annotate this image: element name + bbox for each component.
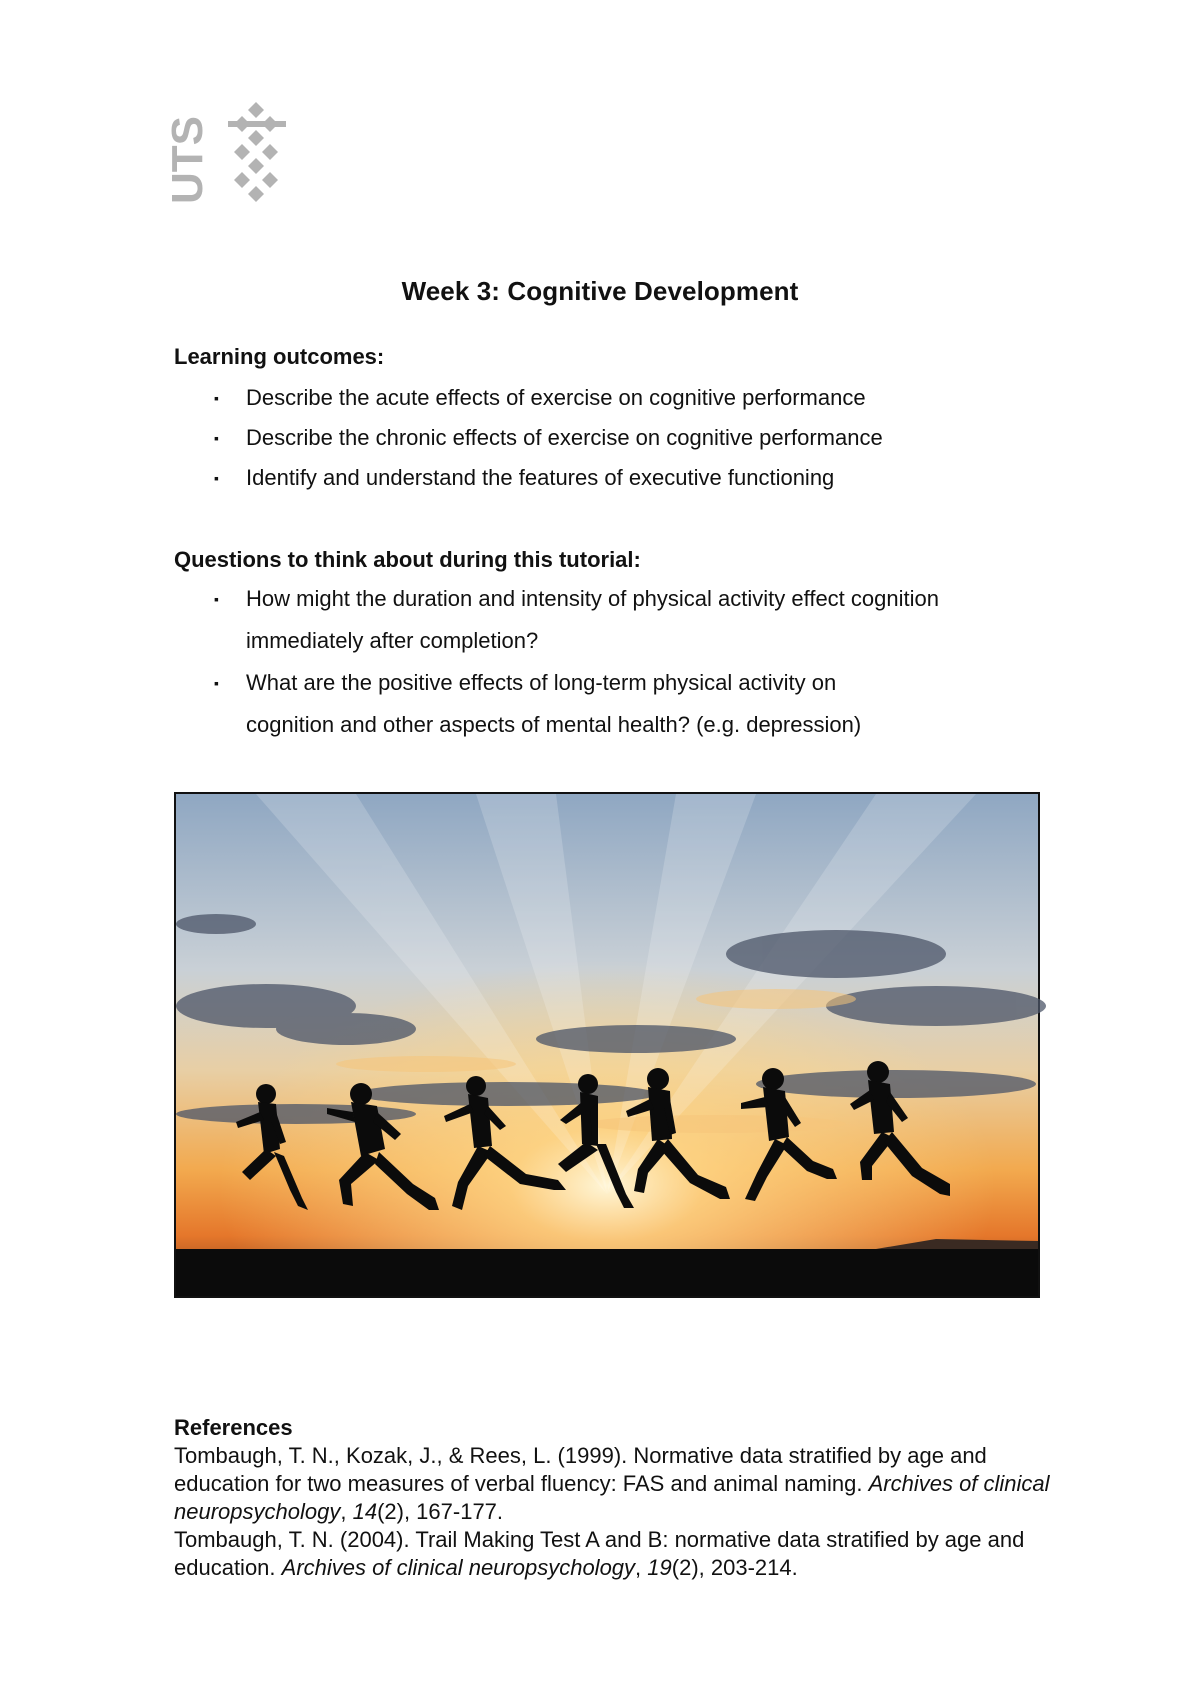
reference-pages: (2), 203-214. — [671, 1555, 798, 1580]
reference-authors: Tombaugh, T. N. (2004). Trail Making Test A and B: normative data stratified by age and education. — [174, 1527, 1025, 1580]
reference-volume: 19 — [647, 1555, 672, 1580]
bullet-icon: ▪ — [214, 430, 219, 446]
list-item — [174, 662, 939, 746]
list-item-text: Describe the acute effects of exercise on cognitive performance — [246, 385, 866, 410]
list-item — [174, 424, 883, 464]
list-item — [174, 578, 939, 662]
reference-separator: , — [340, 1499, 353, 1524]
references-heading: References — [174, 1415, 293, 1440]
reference-pages: (2), 167-177. — [377, 1499, 504, 1524]
questions-list — [174, 578, 939, 746]
reference-authors: Tombaugh, T. N., Kozak, J., & Rees, L. (1999). Normative data stratified by age and education for two measures of verbal fluency: FAS and animal naming. — [174, 1443, 987, 1496]
uts-logo-text: UTS — [163, 116, 212, 204]
reference-entry — [174, 1526, 1054, 1582]
page-title: Week 3: Cognitive Development — [401, 276, 799, 306]
reference-volume: 14 — [352, 1499, 378, 1524]
list-item-text: immediately after completion? — [246, 628, 539, 653]
list-item-text: cognition and other aspects of mental health? (e.g. depression) — [246, 712, 862, 737]
list-item-text: How might the duration and intensity of physical activity effect cognition — [246, 586, 939, 611]
runners-sunset-image — [176, 794, 1038, 1296]
list-item-text: Describe the chronic effects of exercise on cognitive performance — [246, 425, 883, 450]
bullet-icon: ▪ — [214, 390, 219, 406]
reference-journal: Archives of clinical neuropsychology — [281, 1555, 636, 1580]
bullet-icon: ▪ — [214, 470, 219, 486]
list-item — [174, 384, 883, 424]
questions-heading: Questions to think about during this tutorial: — [174, 547, 641, 572]
references-section — [174, 1414, 1054, 1582]
bullet-icon: ▪ — [214, 675, 219, 691]
reference-entry — [174, 1442, 1054, 1526]
uts-logo-graphic — [163, 100, 292, 212]
list-item-text: What are the positive effects of long-term physical activity on — [246, 670, 837, 695]
reference-separator: , — [635, 1555, 648, 1580]
list-item — [174, 464, 883, 504]
uts-logo — [163, 100, 292, 212]
learning-outcomes-heading: Learning outcomes: — [174, 344, 385, 369]
bullet-icon: ▪ — [214, 591, 219, 607]
list-item-text: Identify and understand the features of executive functioning — [246, 465, 835, 490]
reference-journal: Archives of clinical neuropsychology — [174, 1471, 1050, 1524]
runners-sunset-photo — [174, 792, 1040, 1298]
learning-outcomes-list — [174, 384, 883, 504]
